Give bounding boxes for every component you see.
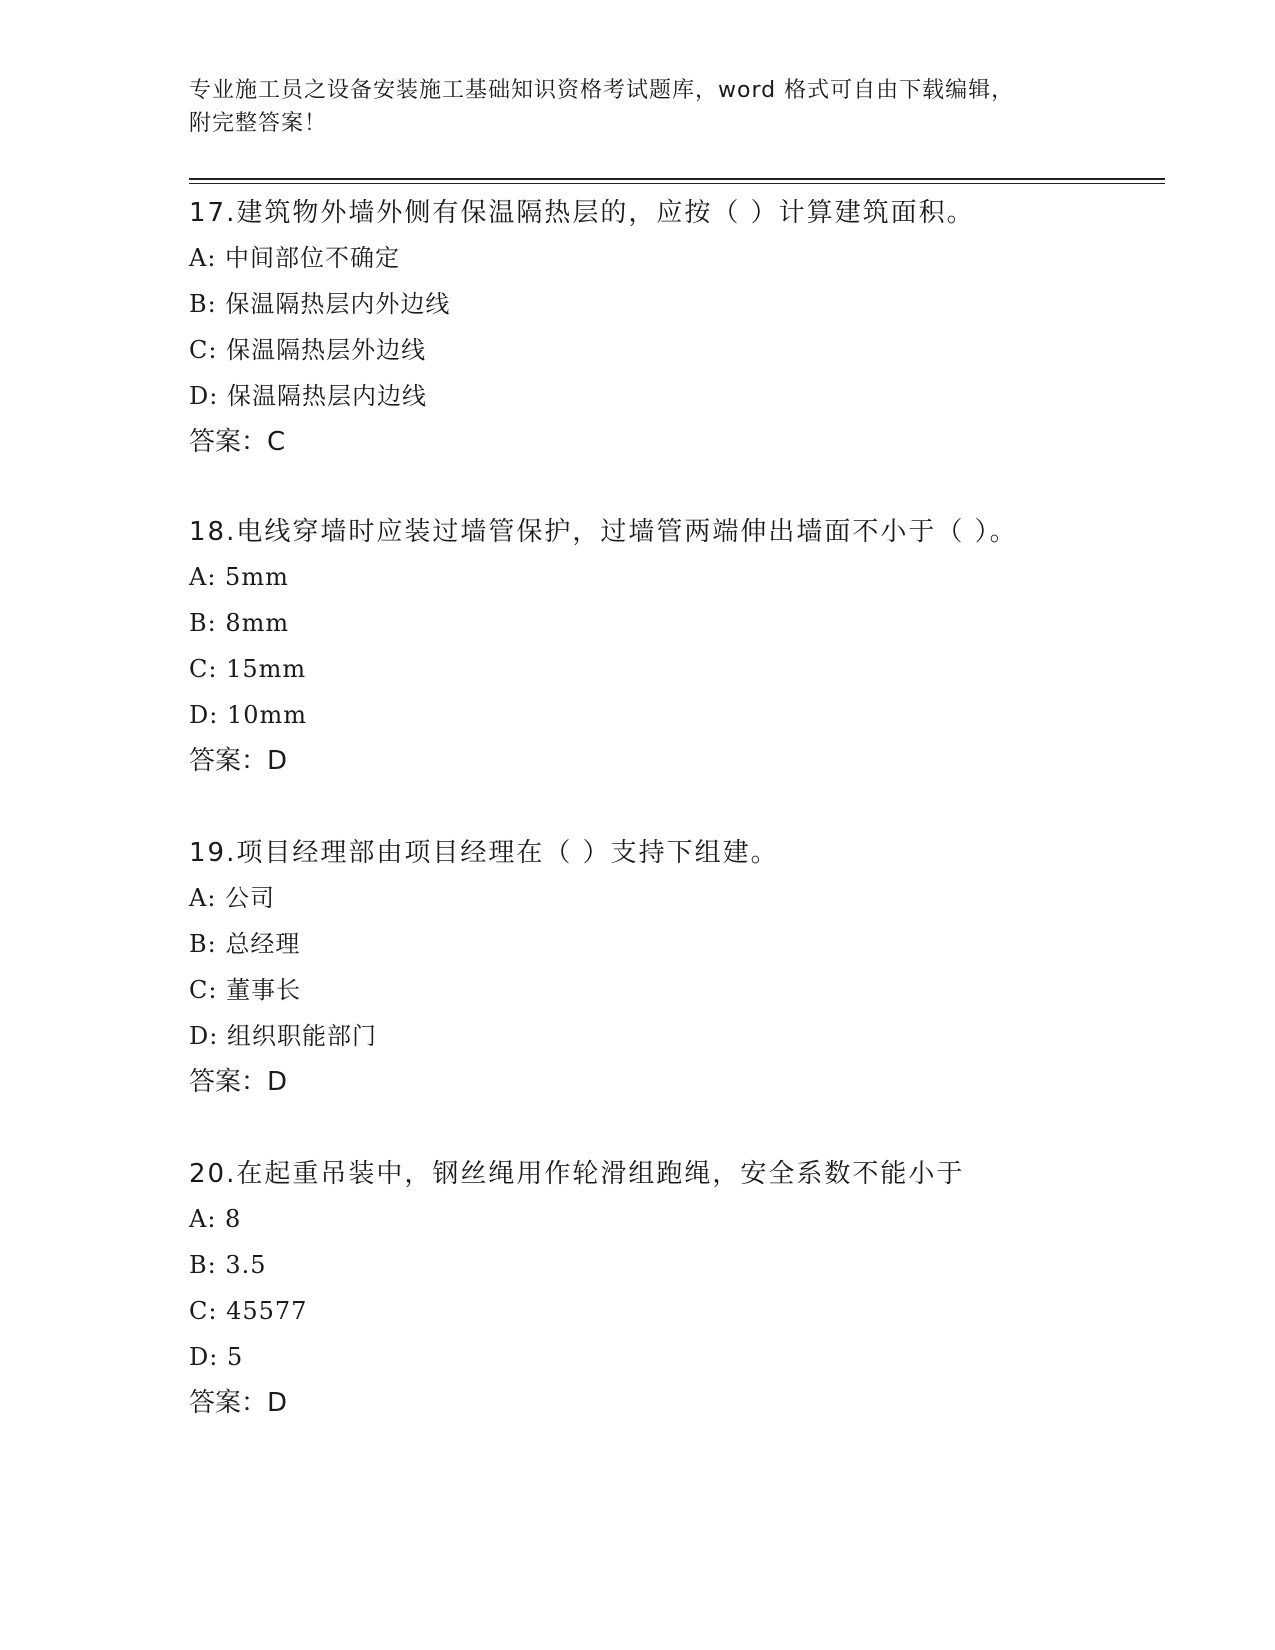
question-17 (189, 198, 1189, 457)
answer: 答案：D (189, 1388, 288, 1418)
header-line-2: 附完整答案！ (189, 111, 328, 136)
question-stem: 17.建筑物外墙外侧有保温隔热层的，应按（ ）计算建筑面积。 (189, 198, 975, 228)
option-d: D: 保温隔热层内边线 (189, 382, 427, 410)
answer: 答案：D (189, 1067, 288, 1097)
question-19 (189, 838, 1189, 1097)
document-header (189, 74, 1089, 140)
option-c: C: 保温隔热层外边线 (189, 336, 427, 364)
option-b: B: 3.5 (189, 1251, 267, 1279)
option-a: A: 公司 (189, 884, 276, 912)
answer: 答案：C (189, 427, 286, 457)
header-line-1: 专业施工员之设备安装施工基础知识资格考试题库，word 格式可自由下载编辑， (189, 78, 1015, 103)
question-20 (189, 1159, 1189, 1418)
question-stem: 18.电线穿墙时应装过墙管保护，过墙管两端伸出墙面不小于（ ）。 (189, 517, 1018, 547)
header-divider-thick (189, 178, 1165, 180)
option-b: B: 8mm (189, 609, 290, 637)
option-b: B: 保温隔热层内外边线 (189, 290, 451, 318)
option-a: A: 5mm (189, 563, 289, 591)
option-b: B: 总经理 (189, 930, 301, 958)
option-d: D: 5 (189, 1343, 244, 1371)
answer: 答案：D (189, 746, 288, 776)
option-c: C: 15mm (189, 655, 307, 683)
option-c: C: 45577 (189, 1297, 308, 1325)
option-d: D: 组织职能部门 (189, 1022, 377, 1050)
question-stem: 20.在起重吊装中，钢丝绳用作轮滑组跑绳，安全系数不能小于 (189, 1159, 965, 1189)
header-divider-thin (189, 183, 1165, 184)
question-18 (189, 517, 1189, 776)
option-d: D: 10mm (189, 701, 308, 729)
option-a: A: 中间部位不确定 (189, 244, 401, 272)
option-c: C: 董事长 (189, 976, 302, 1004)
option-a: A: 8 (189, 1205, 242, 1233)
question-stem: 19.项目经理部由项目经理在（ ）支持下组建。 (189, 838, 779, 868)
